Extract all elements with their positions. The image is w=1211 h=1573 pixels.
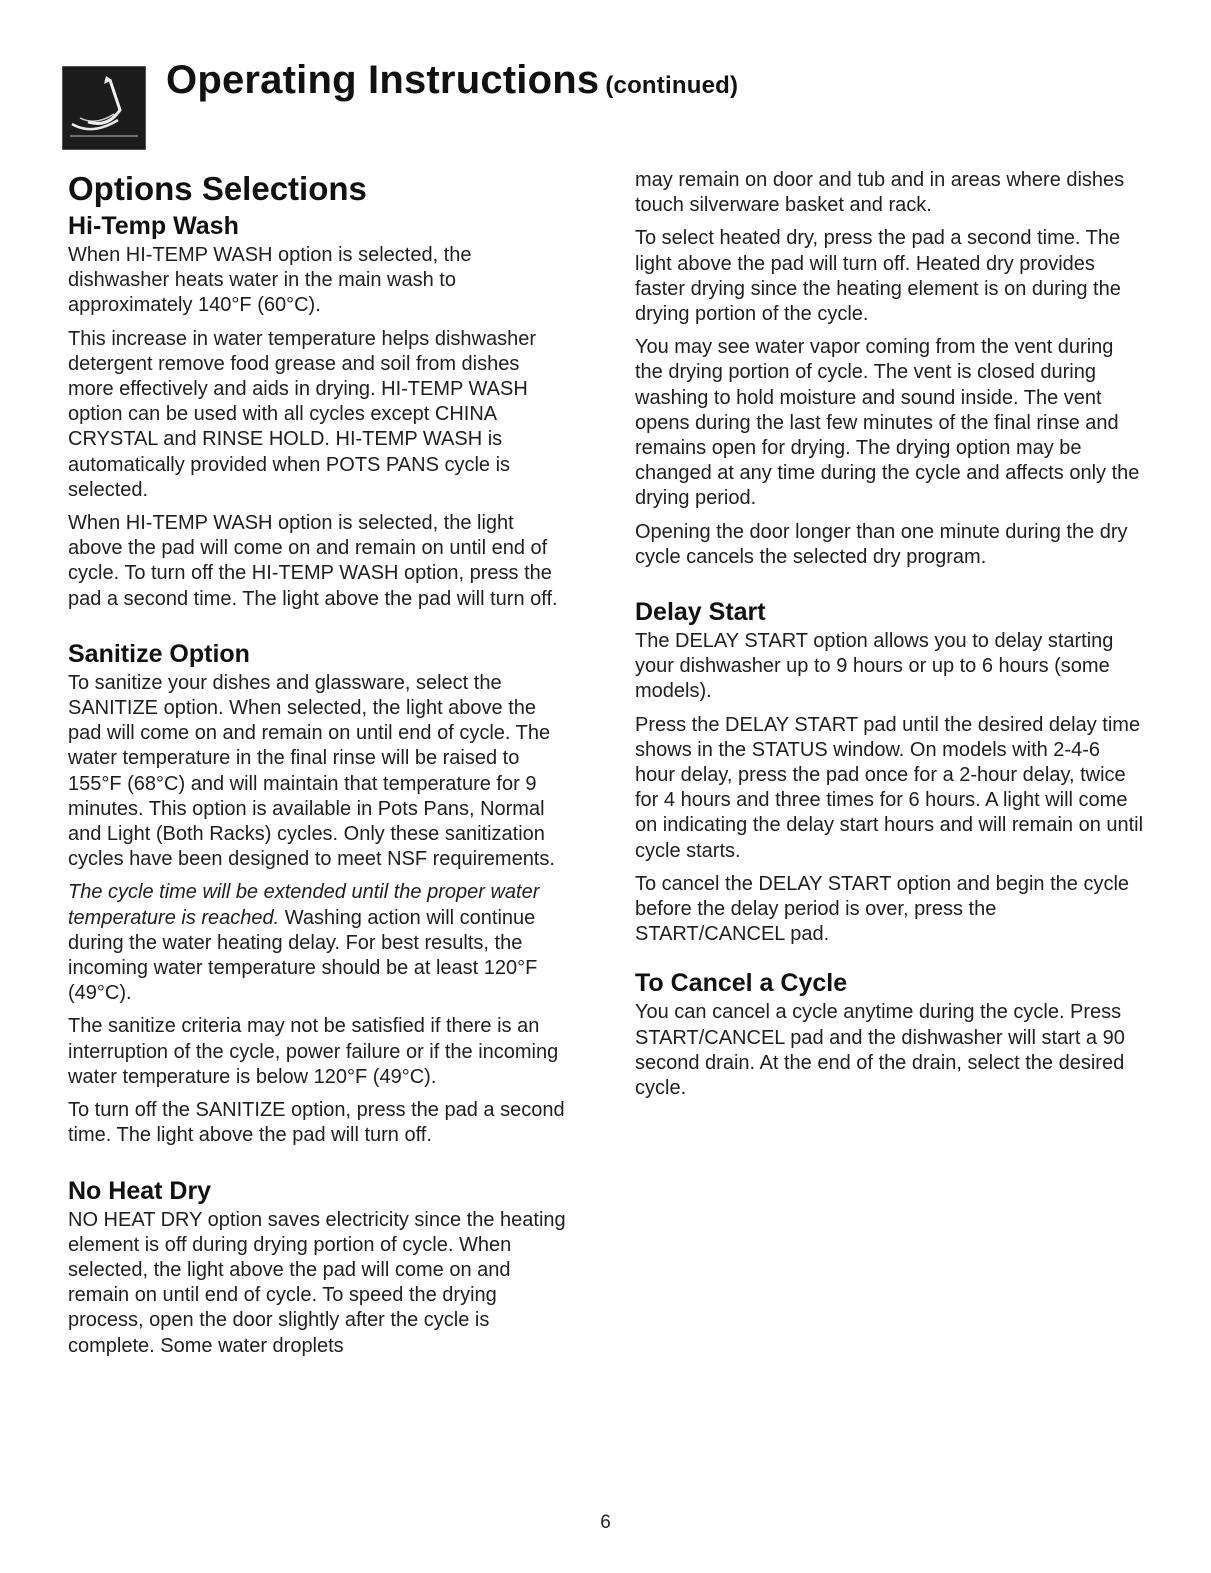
- sanitize-italic-note: The cycle time will be extended until the proper water temperature is reached.: [68, 881, 540, 929]
- hi-temp-paragraph-1: When HI-TEMP WASH option is selected, the dishwasher heats water in the main wash to approximately 140°F (60°C).: [68, 244, 472, 317]
- sanitize-paragraph-1: To sanitize your dishes and glassware, select the SANITIZE option. When selected, the light above the pad will come on and remain on until end of cycle. The water temperature in the final rinse will be raised to 155°F (68°C) and will maintain that temperature for 9 minutes. This option is available in Pots Pans, Normal and Light (Both Racks) cycles. Only these sanitization cycles have been designed to meet NSF requirements.: [68, 671, 555, 871]
- cancel-cycle-heading: To Cancel a Cycle: [635, 969, 848, 998]
- sanitize-paragraph-3: The sanitize criteria may not be satisfied if there is an interruption of the cycle, power failure or if the incoming water temperature is below 120°F (49°C).: [68, 1015, 559, 1088]
- hi-temp-paragraph-2: This increase in water temperature helps dishwasher detergent remove food grease and soil from dishes more effectively and aids in drying. HI-TEMP WASH option can be used with all cycles except CHINA CRYSTAL and RINSE HOLD. HI-TEMP WASH is automatically provided when POTS PANS cycle is selected.: [68, 327, 536, 501]
- dry-continued-paragraph-1: may remain on door and tub and in areas where dishes touch silverware basket and rack.: [635, 169, 1125, 217]
- sanitize-paragraph-2: The cycle time will be extended until the proper water temperature is reached. Washing action will continue during the water heating delay. For best results, the incoming water temperature should be at least 120°F (49°C).: [68, 881, 540, 1005]
- dry-continued-paragraph-4: Opening the door longer than one minute during the dry cycle cancels the selected dry program.: [635, 520, 1128, 568]
- left-column: [68, 168, 568, 1367]
- delay-start-heading: Delay Start: [635, 598, 766, 627]
- no-heat-paragraph-1: NO HEAT DRY option saves electricity since the heating element is off during drying portion of cycle. When selected, the light above the pad will come on and remain on until end of cycle. To speed the drying process, open the door slightly after the cycle is complete. Some water droplets: [68, 1208, 566, 1357]
- hi-temp-wash-heading: Hi-Temp Wash: [68, 212, 239, 240]
- delay-paragraph-1: The DELAY START option allows you to delay starting your dishwasher up to 9 hours or up to 6 hours (some models).: [635, 630, 1114, 703]
- page-header: [62, 56, 1162, 146]
- delay-paragraph-3: To cancel the DELAY START option and begin the cycle before the delay period is over, press the START/CANCEL pad.: [635, 872, 1130, 946]
- delay-start-section: [635, 598, 1145, 947]
- sanitize-option-heading: Sanitize Option: [68, 639, 250, 668]
- hi-temp-paragraph-3: When HI-TEMP WASH option is selected, the light above the pad will come on and remain on until end of cycle. To turn off the HI-TEMP WASH option, press the pad a second time. The light above the pad will turn off.: [68, 512, 558, 610]
- dishwasher-icon: [62, 66, 146, 150]
- no-heat-dry-heading: No Heat Dry: [68, 1176, 212, 1205]
- options-selections-heading: Options Selections: [68, 170, 367, 207]
- hi-temp-wash-section: [68, 212, 568, 612]
- title-suffix: (continued): [605, 72, 739, 99]
- dry-continued-paragraph-2: To select heated dry, press the pad a second time. The light above the pad will turn off. Heated dry provides faster drying since the heating element is on during the drying portion of the cycle.: [635, 227, 1121, 326]
- cancel-cycle-section: [635, 969, 1145, 1101]
- page-number: 6: [600, 1512, 611, 1533]
- no-heat-dry-section: [68, 1177, 568, 1359]
- cancel-paragraph-1: You can cancel a cycle anytime during the cycle. Press START/CANCEL pad and the dishwasher will start a 90 second drain. At the end of the drain, select the desired cycle.: [635, 1001, 1125, 1100]
- page-title: Operating Instructions (continued): [166, 58, 739, 102]
- right-column: [635, 168, 1145, 1109]
- dry-continued-paragraph-3: You may see water vapor coming from the vent during the drying portion of cycle. The vent is closed during washing to hold moisture and sound inside. The vent opens during the last few minutes of the final rinse and remains open for drying. The drying option may be changed at any time during the cycle and affects only the drying period.: [635, 336, 1140, 510]
- sanitize-option-section: [68, 640, 568, 1149]
- sanitize-paragraph-4: To turn off the SANITIZE option, press the pad a second time. The light above the pad will turn off.: [68, 1099, 565, 1147]
- delay-paragraph-2: Press the DELAY START pad until the desired delay time shows in the STATUS window. On models with 2-4-6 hour delay, press the pad once for a 2-hour delay, twice for 4 hours and three times for 6 hours. A light will come on indicating the delay start hours and will remain on until cycle starts.: [635, 713, 1144, 862]
